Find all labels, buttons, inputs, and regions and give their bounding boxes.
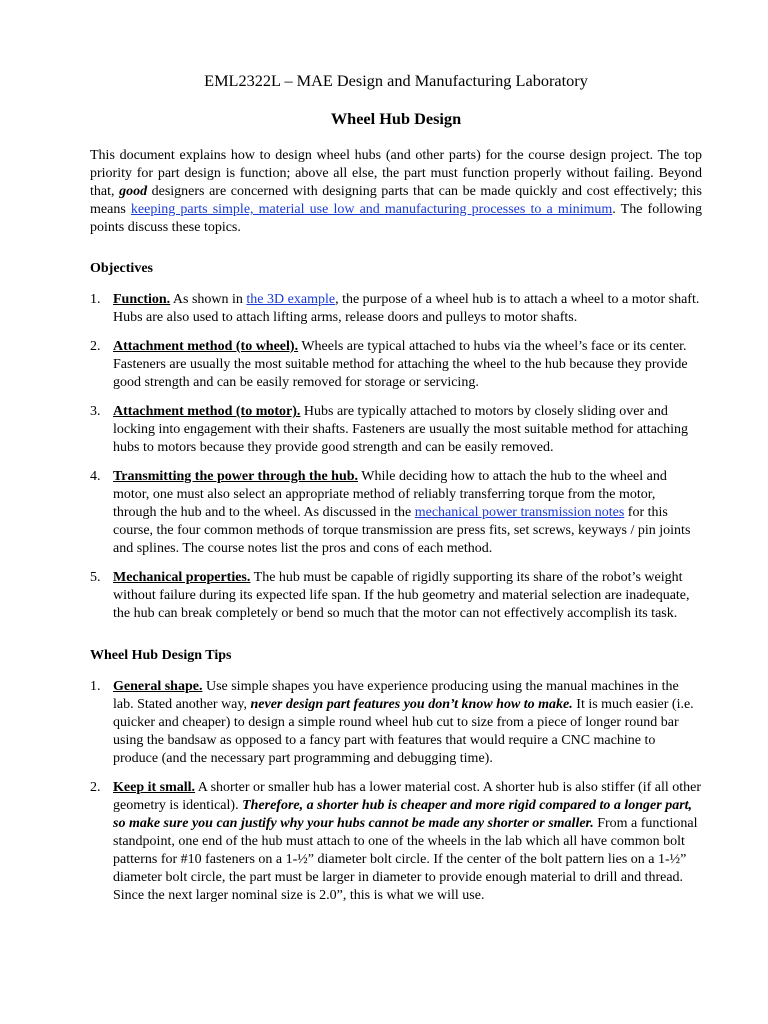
list-item <box>90 468 702 558</box>
objectives-heading: Objectives <box>90 261 153 276</box>
item-lead: Transmitting the power through the hub. <box>113 469 359 484</box>
item-text: A shorter or smaller hub has a lower material cost. A shorter hub is also stiffer (if all other geometry is identical). <box>113 780 702 813</box>
item-lead: Attachment method (to wheel). <box>113 339 299 354</box>
list-item <box>90 291 702 327</box>
item-text: As shown in <box>170 292 247 307</box>
design-tips-list <box>90 678 702 905</box>
item-number: 3. <box>90 404 101 419</box>
item-lead: Keep it small. <box>113 780 196 795</box>
item-text: While deciding how to attach the hub to the wheel and motor, one must also select an appropriate method of reliably transferring torque from the motor, through the hub and to the wheel. As discussed in the <box>113 469 667 520</box>
item-emphasis: never design part features you don’t know how to make. <box>250 697 573 712</box>
document-title: Wheel Hub Design <box>330 109 462 128</box>
item-text: , the purpose of a wheel hub is to attach a wheel to a motor shaft. Hubs are also used to attach lifting arms, release doors and pulleys to motor shafts. <box>113 292 700 325</box>
list-item <box>90 779 702 905</box>
item-number: 2. <box>90 780 101 795</box>
intro-text-2: designers are concerned with designing parts that can be made quickly and cost effectively; this means <box>90 184 702 217</box>
item-text: Use simple shapes you have experience producing using the manual machines in the lab. Stated another way, <box>113 679 679 712</box>
item-lead: General shape. <box>113 679 203 694</box>
intro-paragraph <box>90 147 702 237</box>
list-item <box>90 338 702 392</box>
item-number: 2. <box>90 339 101 354</box>
intro-emphasis-good: good <box>119 184 148 199</box>
course-title: EML2322L – MAE Design and Manufacturing Laboratory <box>204 71 588 90</box>
item-text: The hub must be capable of rigidly supporting its share of the robot’s weight without failure during its expected life span. If the hub geometry and material selection are inadequate, the hub can break completely or bend so much that the motor can not effectively accomplish its task. <box>113 570 690 621</box>
intro-text-1: This document explains how to design wheel hubs (and other parts) for the course design project. The top priority for part design is function; above all else, the part must function properly without failing. Beyond that, <box>90 148 702 199</box>
item-number: 4. <box>90 469 101 484</box>
item-lead: Mechanical properties. <box>113 570 251 585</box>
item-number: 5. <box>90 570 101 585</box>
item-number: 1. <box>90 292 101 307</box>
intro-text-3: . The following points discuss these topics. <box>90 202 702 235</box>
item-lead: Function. <box>113 292 171 307</box>
item-text: Hubs are typically attached to motors by closely sliding over and locking into engagement with their shafts. Fasteners are usually the most suitable method for attaching hubs to motors because they provide good strength and can be easily removed. <box>113 404 689 455</box>
document-page <box>90 71 702 929</box>
objectives-list <box>90 291 702 623</box>
3d-example-link[interactable]: the 3D example <box>246 292 336 307</box>
list-item <box>90 403 702 457</box>
item-text: for this course, the four common methods of torque transmission are press fits, set screws, keyways / pin joints and splines. The course notes list the pros and cons of each method. <box>113 505 691 556</box>
list-item <box>90 678 702 768</box>
list-item <box>90 569 702 623</box>
item-number: 1. <box>90 679 101 694</box>
item-text: From a functional standpoint, one end of the hub must attach to one of the wheels in the lab which all have common bolt patterns for #10 fasteners on a 1-½” diameter bolt circle. If the center of the bolt pattern lies on a 1-½” diameter bolt circle, the part must be larger in diameter to provide enough material to drill and thread. Since the next larger nominal size is 2.0”, this is what we will use. <box>113 816 698 903</box>
keeping-parts-simple-link[interactable]: keeping parts simple, material use low and manufacturing processes to a minimum <box>130 202 613 217</box>
design-tips-heading: Wheel Hub Design Tips <box>90 648 232 663</box>
power-transmission-notes-link[interactable]: mechanical power transmission notes <box>414 505 625 520</box>
item-emphasis: Therefore, a shorter hub is cheaper and more rigid compared to a longer part, so make sure you can justify why your hubs cannot be made any shorter or smaller. <box>113 798 693 831</box>
item-text: It is much easier (i.e. quicker and cheaper) to design a simple round wheel hub cut to size from a piece of longer round bar using the bandsaw as opposed to a fancy part with features that would require a CNC machine to produce (and the necessary part programming and debugging time). <box>113 697 694 766</box>
item-lead: Attachment method (to motor). <box>113 404 301 419</box>
item-text: Wheels are typical attached to hubs via the wheel’s face or its center. Fasteners are usually the most suitable method for attaching the wheel to the hub because they provide good strength and can be easily removed for storage or servicing. <box>113 339 688 390</box>
